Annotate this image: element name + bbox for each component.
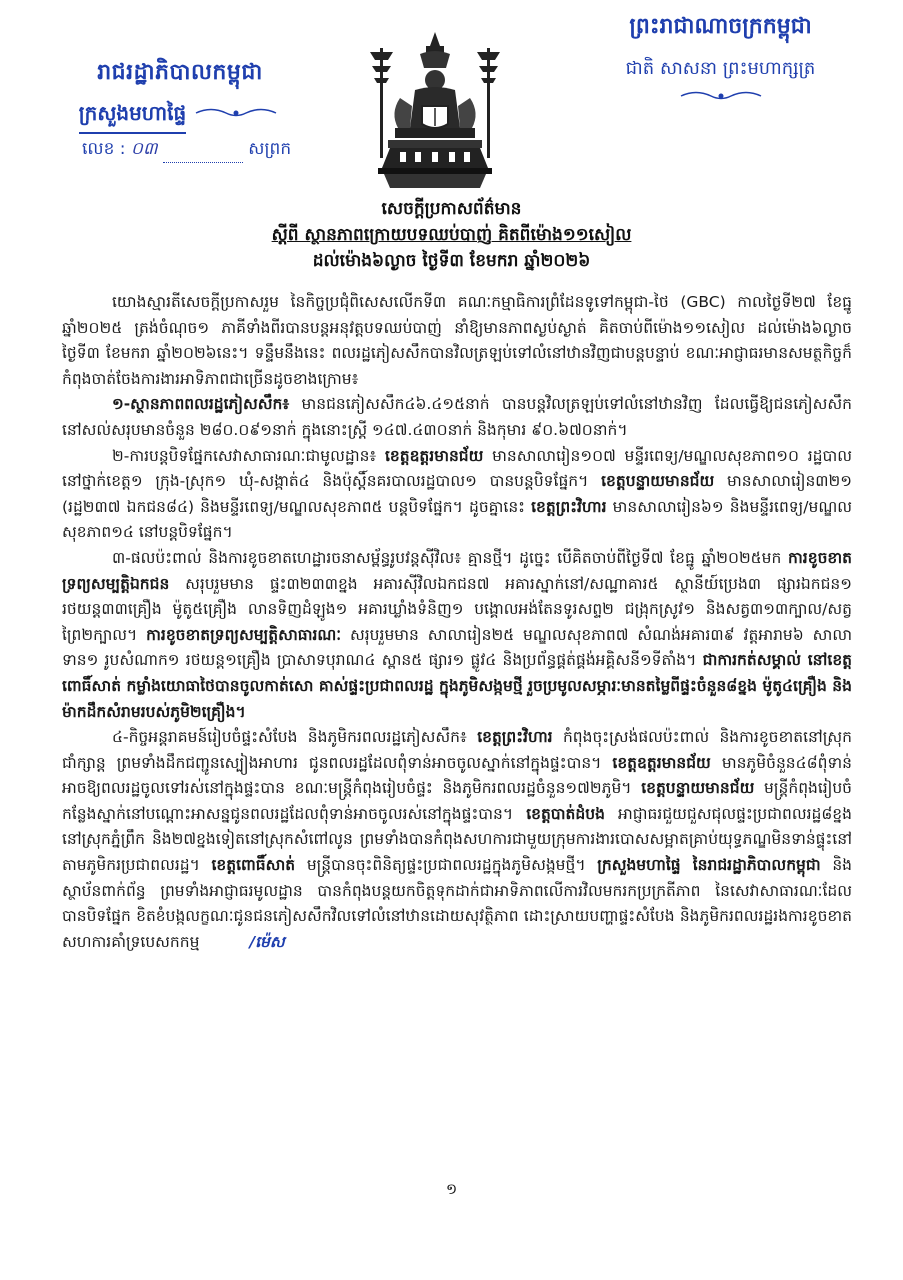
section-2-paragraph — [62, 444, 852, 546]
province-battambang: ខេត្តបាត់ដំបង — [526, 804, 605, 823]
section-4-text-1: កំពុងចុះស្រង់ផលប៉ះពាល់ និងការខូចខាតនៅស្រុកជាំក្សាន្ត ព្រមទាំងដឹកជញ្ជូនស្បៀងអាហារ ជូនពលរដ្ឋដែលពុំទាន់អាចចូលស្នាក់នៅក្នុងផ្ទះបាន។ — [62, 728, 852, 772]
section-2-heading: ២-ការបន្តបិទផ្នែកសេវាសាធារណៈជាមូលដ្ឋាន៖ — [112, 446, 377, 465]
ornament-divider-icon — [191, 106, 281, 120]
reference-dotted-line — [163, 162, 243, 163]
section-2-text-2: មានសាលារៀន៣២១ (រដ្ឋ២៣៧ ឯកជន៨៤) និងមន្ទីរពេទ្យ/មណ្ឌលសុខភាព៥ បន្តបិទផ្នែក។ ដូចគ្នានេះ — [62, 472, 852, 516]
section-3-text-3: សរុបរួមមាន សាលារៀន២៥ មណ្ឌលសុខភាព៧ សំណង់អគារ៣៩ វត្តអារាម៦ សាលាទាន១ រូបសំណាក១ រថយន្ត១គ្រឿង ប្រាសាទបុរាណ៤ ស្ពាន៥ ផ្សារ១ ផ្លូវ៤ និងប្រព័ន្ធផ្គត់ផ្គង់អគ្គិសនី១ទីតាំង។ — [62, 625, 852, 670]
province-preah-vihear: ខេត្តព្រះវិហារ — [531, 497, 607, 516]
section-3-text-2: សរុបរួមមាន ផ្ទះ៣២៣៣ខ្នង អគារស៊ីវិលឯកជន៧ អគារស្នាក់នៅ/សណ្ឋាគារ៥ ស្ថានីយ៍ប្រេង៣ ផ្សារឯកជន១ រថយន្ត៣៣គ្រឿង ម៉ូតូ៥គ្រឿង លានទិញដំឡូង១ អគារឃ្លាំងទំនិញ១ បង្គោលអង់តែនទូរសព្ទ២ ជង្រុកស្រូវ១ និងសត្វ៣១៣ក្បាល/សត្វព្រៃ២ក្បាល។ — [62, 574, 852, 644]
province-preah-vihear: ខេត្តព្រះវិហារ — [477, 728, 553, 747]
section-2-text-1: មានសាលារៀន១០៧ មន្ទីរពេទ្យ/មណ្ឌលសុខភាព១០ រដ្ឋបាលនៅថ្នាក់ខេត្ត១ ក្រុង-ស្រុក១ ឃុំ-សង្កាត់៤ និងប៉ុស្តិ៍នគរបាលរដ្ឋបាល១ បានបន្តបិទផ្នែក។ — [62, 446, 852, 491]
section-4-text-3: មន្ត្រីកំពុងរៀបចំកន្លែងស្នាក់នៅបណ្តោះអាសន្នជូនពលរដ្ឋដែលពុំទាន់អាចចូលរស់នៅក្នុងផ្ទះបាន។ — [62, 779, 853, 823]
letterhead-right — [578, 12, 863, 107]
section-3-heading: ៣-ផលប៉ះពាល់ និងការខូចខាតហេដ្ឋារចនាសម្ព័ន្ធរូបវន្តស៊ីវិល៖ គ្មានថ្មី។ — [112, 548, 513, 567]
intro-paragraph: យោងស្មារតីសេចក្តីប្រកាសរួម នៃកិច្ចប្រជុំពិសេសលើកទី៣ គណៈកម្មាធិការព្រំដែនទូទៅកម្ពុជា-ថៃ (GBC) កាលថ្ងៃទី២៧ ខែធ្នូ ឆ្នាំ២០២៥ ត្រង់ចំណុច១ ភាគីទាំងពីរបានបន្តអនុវត្តបទឈប់បាញ់ នាំឱ្យមានភាពស្ងប់ស្ងាត់ គិតចាប់ពីម៉ោង១១សៀល ដល់ម៉ោង៦ល្ងាច ថ្ងៃទី៣ ខែមករា ឆ្នាំ២០២៦នេះ។ ទន្ទឹមនឹងនេះ ពលរដ្ឋភៀសសឹកបានវិលត្រឡប់ទៅលំនៅឋានវិញជាបន្តបន្ទាប់ ខណៈអាជ្ញាធរមានសមត្ថកិច្ចក៏កំពុងចាត់ចែងការងារអាទិភាពជាច្រើនដូចខាងក្រោម៖ — [62, 293, 852, 388]
kingdom-name: ព្រះរាជាណាចក្រកម្ពុជា — [629, 14, 812, 39]
province-oddar-meanchey: ខេត្តឧត្តរមានជ័យ — [612, 753, 711, 772]
section-3-text-1: ដូច្នេះ បើគិតចាប់ពីថ្ងៃទី៧ ខែធ្នូ ឆ្នាំ២០២៥មក — [512, 548, 789, 567]
title-line-3: ដល់ម៉ោង៦ល្ងាច ថ្ងៃទី៣ ខែមករា ឆ្នាំ២០២៦ — [312, 251, 591, 271]
reference-number — [60, 138, 300, 163]
section-1-paragraph — [62, 392, 852, 443]
province-banteay-meanchey: ខេត្តបន្ទាយមានជ័យ — [601, 472, 715, 491]
section-4-text-2: មានភូមិចំនួន៤៨ពុំទាន់អាចឱ្យពលរដ្ឋចូលទៅរស់នៅក្នុងផ្ទះបាន ខណៈមន្ត្រីកំពុងរៀបចំផ្ទះ និងភូមិករពលរដ្ឋចំនួន១៧២ភូមិ។ — [62, 753, 853, 798]
province-banteay-meanchey: ខេត្តបន្ទាយមានជ័យ — [641, 779, 755, 798]
section-4-paragraph — [62, 725, 852, 955]
public-property-damage-label: ការខូចខាតទ្រព្យសម្បត្តិសាធារណៈ — [146, 625, 342, 644]
section-1-text: មានជនភៀសសឹក៤៦.៤១៥នាក់ បានបន្តវិលត្រឡប់ទៅលំនៅឋានវិញ ដែលធ្វើឱ្យជនភៀសសឹកនៅសល់សរុបមានចំនួន ២៨០.០៩១នាក់ ក្នុងនោះស្ត្រី ១៤៧.៤៣០នាក់ និងកុមារ ៩០.៦៧០នាក់។ — [62, 395, 852, 439]
section-4-text-6: និងស្ថាប័នពាក់ព័ន្ធ ព្រមទាំងអាជ្ញាធរមូលដ្ឋាន បានកំពុងបន្តយកចិត្តទុកដាក់ជាអាទិភាពលើការវិលមករកប្រក្រតីភាព នៃសេវាសាធារណៈដែលបានបិទផ្នែក ខិតខំបង្កលក្ខណៈជូនជនភៀសសឹកវិលទៅលំនៅឋានដោយសុវត្ថិភាព ដោះស្រាយបញ្ហាផ្ទះសំបែង និងភូមិករពលរដ្ឋរងការខូចខាត សហការគាំទ្របេសកកម្ម — [62, 856, 852, 951]
reference-label: លេខ : — [82, 139, 126, 159]
province-pursat: ខេត្តពោធិ៍សាត់ — [211, 856, 296, 875]
section-1-heading: ១-ស្ថានភាពពលរដ្ឋភៀសសឹក៖ — [112, 395, 290, 414]
handwritten-initial: /ម៉េស — [249, 932, 285, 951]
reference-suffix: សព្រក — [248, 139, 292, 159]
pursat-notice: ជាការកត់សម្គាល់ នៅខេត្តពោធិ៍សាត់ កម្លាំងយោធាថៃបានចូលកាត់សោ គាស់ផ្ទះប្រជាពលរដ្ឋ ក្នុងភូមិសង្កមថ្មី រួចប្រមូលសម្ភារៈមានតម្លៃពីផ្ទះចំនួន៨ខ្នង ម៉ូតូ៤គ្រឿង និងម៉ាកដឹកសំរាមរបស់ភូមិ២គ្រឿង។ — [62, 651, 852, 721]
reference-handwritten-number: ០៣ — [130, 139, 158, 159]
section-2-text-3: មានសាលារៀន៦១ និងមន្ទីរពេទ្យ/មណ្ឌលសុខភាព១៤ នៅបន្តបិទផ្នែក។ — [62, 497, 852, 542]
section-4-heading: ៤-កិច្ចអន្តរាគមន៍រៀបចំផ្ទះសំបែង និងភូមិករពលរដ្ឋភៀសសឹក៖ — [112, 728, 467, 747]
title-line-2: ស្តីពី ស្ថានភាពក្រោយបទឈប់បាញ់ គិតពីម៉ោង១១សៀល — [271, 225, 632, 245]
document-title — [120, 196, 783, 274]
section-4-text-4: អាជ្ញាធរជួយជួសជុលផ្ទះប្រជាពលរដ្ឋ៨ខ្នង នៅស្រុកភ្នំព្រឹក និង២៧ខ្នងទៀតនៅស្រុកសំពៅលូន ព្រមទាំងបានកំពុងសហការជាមួយក្រុមការងារបោសសម្អាតគ្រាប់យុទ្ធភណ្ឌមិនទាន់ផ្ទុះនៅតាមភូមិករប្រជាពលរដ្ឋ។ — [62, 804, 852, 875]
ornament-divider-icon — [676, 89, 766, 103]
private-property-damage-label: ការខូចខាតទ្រព្យសម្បត្តិឯកជន — [62, 548, 852, 593]
document-body — [62, 290, 852, 955]
section-4-text-5: មន្ត្រីបានចុះពិនិត្យផ្ទះប្រជាពលរដ្ឋក្នុងភូមិសង្កមថ្មី។ — [295, 856, 598, 875]
letterhead-left — [60, 58, 300, 163]
royal-emblem-icon — [360, 28, 510, 193]
government-name: រាជរដ្ឋាភិបាលកម្ពុជា — [97, 60, 263, 85]
title-line-1: សេចក្តីប្រកាសព័ត៌មាន — [381, 199, 522, 219]
page-number: ១ — [445, 1180, 458, 1198]
province-oddar-meanchey: ខេត្តឧត្តរមានជ័យ — [385, 446, 484, 465]
ministry-of-interior: ក្រសួងមហាផ្ទៃ នៃរាជរដ្ឋាភិបាលកម្ពុជា — [597, 856, 821, 875]
national-motto: ជាតិ សាសនា ព្រះមហាក្សត្រ — [625, 58, 816, 79]
ministry-name: ក្រសួងមហាផ្ទៃ — [79, 100, 187, 134]
section-3-paragraph — [62, 546, 852, 725]
